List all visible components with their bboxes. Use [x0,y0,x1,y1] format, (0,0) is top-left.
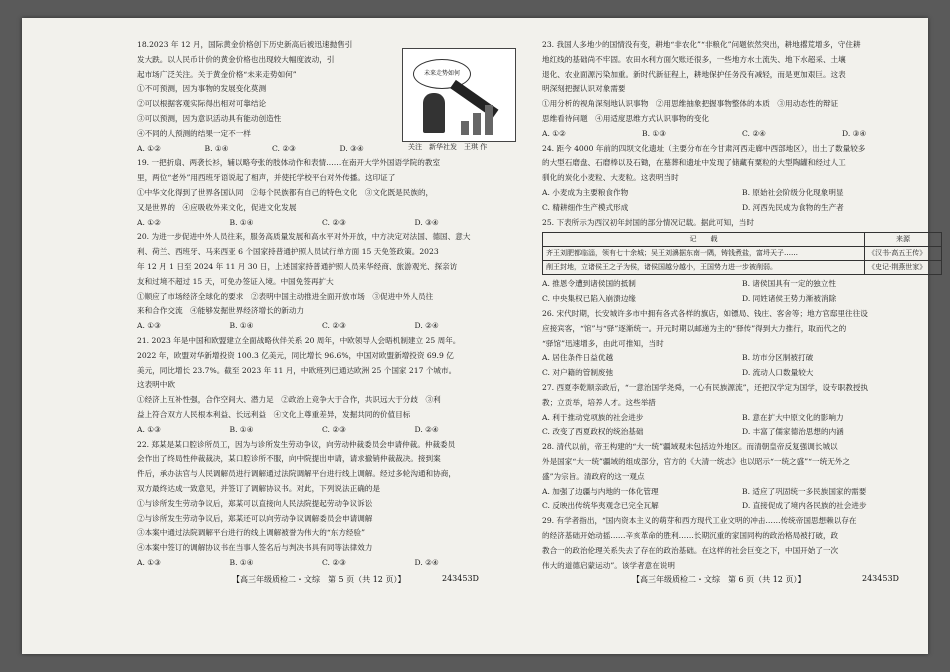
q23-item: ①用分析的视角深刻地认识事物 ②用思维抽象把握事物整体的本质 ③用动态性的辩证 [542,99,839,109]
q22-line: 22. 郑某是某口腔诊所员工，因为与诊所发生劳动争议，向劳动仲裁委员会申请仲裁。仲裁委员 [137,439,456,449]
option-b: B. ①④ [229,321,254,331]
q22-item: ①与诊所发生劳动争议后，郑某可以直接向人民法院提起劳动争议诉讼 [137,498,373,508]
option-d: D. ②④ [414,557,439,567]
option-a: A. ①② [542,128,566,138]
q22-options [137,556,507,571]
option-d: D. 流动人口数量较大 [742,368,814,378]
option-c: C. ②④ [742,128,766,138]
footer-right: 【高三年级质检二・文综 第 6 页（共 12 页）】 [632,575,806,584]
q18-item: ②可以根据客观实际得出相对可靠结论 [137,99,267,109]
q26-line: 应接宾客，“馆”与“驿”逐渐统一。开元时期以邮递为主的“驿传”得到大力推行，取而代之的 [542,323,847,333]
q27-line: 教；立贡举，培养人才。这些举措 [542,397,656,407]
q20-options [137,319,507,334]
q24-line: 驯化的炭化小麦粒、大麦粒。这表明当时 [542,173,679,183]
option-d: D. 河西先民成为食物的生产者 [742,202,844,212]
option-d: D. 丰富了儒家德治思想的内涵 [742,427,844,437]
q20-item: ①顺应了市场经济全球化的要求 ②表明中国主动推进全面开放市场 ③促进中外人员往 [137,291,434,301]
question-21 [137,334,507,438]
table-header: 记 载 [543,233,865,247]
footer-left-code: 243453D [442,574,479,583]
q22-line: 双方最终达成一致意见，并签订了调解协议书。对此，下列说法正确的是 [137,483,380,493]
question-19 [137,156,507,230]
option-d: D. ②④ [414,424,439,434]
table-cell: 齐王刘肥都临淄，领有七十余城；吴王刘濞据东南一隅，铸钱煮盐，富埒天子…… [543,247,865,261]
record-table [542,232,942,275]
q20-line: 利、荷兰、西班牙、马来西亚 6 个国家持普通护照人员试行单方面 15 天免签政策。2023 [137,247,439,257]
option-c: C. 对户籍的管制废弛 [542,368,614,378]
table-cell: 《汉书·高五王传》 [865,247,942,261]
q21-line: 这表明中欧 [137,380,175,390]
table-cell: 削王封地，立诸侯王之子为侯，诸侯国越分越小，王国势力进一步被削弱。 [543,261,865,275]
q28-line: 28. 清代以前，帝王构建的“大一统”疆域观未包括边外地区。而清朝皇帝反复强调长城以 [542,442,838,452]
q29-line: 的经济基础开始动摇……辛亥革命的胜利……长期沉重的家国同构的政治格局被打破，政 [542,530,839,540]
question-20 [137,230,507,334]
q23-line: 明深刻把握认识对象需要 [542,84,626,94]
q18-item: ①不可预测，因为事物的发展变化莫测 [137,84,267,94]
option-c: C. 中央集权已陷入崩溃边缘 [542,294,636,304]
q18-options [137,142,407,157]
q21-line: 美元，同比增长 23.7%。截至 2023 年 11 月，中欧班列已通达欧洲 25 个国家 217 个城市。 [137,365,457,375]
gold-bars [461,99,501,135]
option-b: B. ①④ [229,424,254,434]
q21-options [137,423,507,438]
q28-line: 外是国家“大一统”疆域的组成部分，官方的《大清一统志》也以昭示“一统之盛”“一统无外之 [542,456,850,466]
question-26 [542,307,942,381]
q24-line: 24. 距今 4000 年前的四坝文化遗址（主要分布在今甘肃河西走廊中西部地区），出土了数量较多 [542,143,866,153]
option-a: A. ①③ [137,557,161,567]
option-b: B. 意在扩大中原文化的影响力 [742,412,844,422]
question-27 [542,381,942,440]
right-column [542,38,942,573]
option-a: A. ①② [137,217,161,227]
q18-line: 发大跌。以人民币计价的黄金价格也出现较大幅度波动，引 [137,54,335,64]
q22-item: ③本案中通过法院调解平台进行的线上调解被誉为伟大的“东方经验” [137,528,365,538]
question-28 [542,440,942,514]
q21-item: ①经济上互补性强，合作空间大、潜力足 ②政治上竞争大于合作，共识远大于分歧 ③利 [137,395,441,405]
question-23 [542,38,942,142]
footer-left: 【高三年级质检二・文综 第 5 页（共 12 页）】 [232,575,406,584]
q18-line: 起市场广泛关注。关于黄金价格“未来走势如何” [137,69,297,79]
option-a: A. 利于推动党项族的社会进步 [542,412,644,422]
option-a: A. 小麦成为主要粮食作物 [542,187,629,197]
q22-line: 件后，承办法官与人民调解员进行调解通过法院调解平台进行线上调解。经过多轮沟通和协商， [137,469,456,479]
option-c: C. ②③ [322,321,346,331]
table-header: 来源 [865,233,942,247]
q26-line: 26. 宋代时期，长安城许多市中拥有各式各样的旗店，如镖局、钱庄、客舍等；地方官邸里往往设 [542,308,868,318]
q27-options [542,411,942,441]
option-b: B. 原始社会阶级分化现象明显 [742,187,844,197]
table-row [543,261,942,275]
option-b: B. 诸侯国具有一定的独立性 [742,279,836,289]
q21-line: 2022 年，欧盟对华新增投资 100.3 亿美元，同比增长 96.6%，中国对欧盟新增投资 69.9 亿 [137,350,454,360]
q19-options [137,216,507,231]
q18-line: 18.2023 年 12 月，国际黄金价格创下历史新高后被迅速抛售引 [137,40,353,49]
question-22 [137,438,507,571]
q20-line: 年 12 月 1 日至 2024 年 11 月 30 日，上述国家持普通护照人员来华经商、旅游观光、探亲访 [137,261,458,271]
q29-line: 教合一的政治伦理关系失去了存在的政治基础。在这样的社会巨变之下，中国开始了一次 [542,545,839,555]
option-a: A. 居住条件日益优越 [542,353,614,363]
option-b: B. 适应了巩固统一多民族国家的需要 [742,486,867,496]
option-b: B. 坊市分区制被打破 [742,353,814,363]
option-d: D. ②④ [414,321,439,331]
option-c: C. 改变了西夏政权的统治基础 [542,427,644,437]
option-a: A. 推恩令遭到诸侯国的抵制 [542,279,636,289]
option-c: C. ②③ [322,557,346,567]
q23-options [542,127,942,142]
option-d: D. ③④ [339,143,364,153]
option-b: B. ①④ [204,143,229,153]
q28-line: 盛”为宗旨。清政府的这一观点 [542,471,645,481]
q20-item: 来和合作交流 ④能够发掘世界经济增长的新动力 [137,306,305,316]
option-a: A. ①② [137,143,161,153]
question-24 [542,142,942,216]
option-d: D. 直接促成了境内各民族的社会进步 [742,501,867,511]
q29-line: 伟大的道德启蒙运动”。该学者意在说明 [542,560,675,570]
option-d: D. ③④ [414,217,439,227]
footer-right-code: 243453D [862,574,899,583]
question-25 [542,216,942,307]
q22-item: ④本案中签订的调解协议书在当事人签名后与判决书具有同等法律效力 [137,543,373,553]
cartoon-caption: 关注 新华社发 王琪 作 [408,143,488,151]
q25-options [542,277,942,307]
q28-options [542,485,942,515]
person-figure [423,93,445,133]
option-c: C. ②③ [322,217,346,227]
option-b: B. ①④ [229,217,254,227]
option-d: D. 同姓诸侯王势力渐被消除 [742,294,837,304]
q19-item: ①中华文化得到了世界各国认同 ②每个民族都有自己的特色文化 ③文化既是民族的， [137,187,434,197]
q22-line: 会作出了终局性仲裁裁决，某口腔诊所不服，向中院提出申请，请求撤销仲裁裁决。接到案 [137,454,441,464]
option-b: B. ①④ [229,557,254,567]
option-c: C. ②③ [322,424,346,434]
q18-item: ④不同的人预测的结果一定不一样 [137,128,251,138]
q19-line: 19. 一把折扇、两袭长衫，辅以略夸张的肢体动作和表情……在南开大学外国语学院的教室 [137,158,441,168]
option-b: B. ①③ [642,128,667,138]
q23-line: 退化、农业面源污染加重。新时代新征程上，耕地保护任务没有减轻，而是更加艰巨。这表 [542,69,846,79]
q19-line: 里，两位“老外”用西班牙语说起了相声，并使托学校平台对外传播。这印证了 [137,173,396,183]
q19-item: 又是世界的 ④应吸收外来文化，促进文化发展 [137,202,297,212]
option-c: C. 反映出传统华夷观念已完全瓦解 [542,501,659,511]
option-a: A. ①③ [137,424,161,434]
q26-options [542,351,942,381]
q23-item: 思维看待问题 ④用适度思维方式认识事物的变化 [542,113,710,123]
q20-line: 20. 为进一步促进中外人员往来，服务高质量发展和高水平对外开放，中方决定对法国、德国、意大 [137,232,471,242]
option-c: C. ②③ [272,143,296,153]
exam-sheet [22,18,928,654]
table-row [543,247,942,261]
option-c: C. 精耕细作生产模式形成 [542,202,629,212]
q22-item: ②与诊所发生劳动争议后，郑某还可以向劳动争议调解委员会申请调解 [137,513,373,523]
q29-line: 29. 有学者指出，“国内资本主义的萌芽和西方现代工业文明的冲击……传统帝国思想赖以存在 [542,516,857,526]
q24-options [542,186,942,216]
cartoon-illustration [402,48,516,142]
speech-bubble: 未来走势如何 [413,59,471,89]
q27-line: 27. 西夏李乾顺亲政后，“一意治国学尧舜，一心有民族源流”，还把汉学定为国学，设专职教授执 [542,382,868,392]
q21-item: 益上符合双方人民根本利益、长远利益 ④文化上尊重差异，发掘共同的价值目标 [137,409,411,419]
option-a: A. 加强了边疆与内地的一体化管理 [542,486,659,496]
option-d: D. ③④ [842,128,867,138]
q20-line: 友和过境不超过 15 天，可免办签证入境。中国免签再扩大 [137,276,334,286]
q23-line: 23. 我国人多地少的国情没有变，耕地“非农化”“非粮化”问题依然突出，耕地撂荒增多，守住耕 [542,40,861,49]
q21-line: 21. 2023 年是中国和欧盟建立全面战略伙伴关系 20 周年，中欧领导人会晤机制建立 25 周年。 [137,335,461,345]
q18-item: ③可以预测，因为意识活动具有能动创造性 [137,113,282,123]
q23-line: 地红线的基础尚不牢固。农田水利方面欠账还很多，一些地方水土流失、地下水超采、土壤 [542,54,846,64]
table-cell: 《史记·荆燕世家》 [865,261,942,275]
q24-line: 的大型石磨盘、石磨棒以及石锄，在墓葬和遗址中发现了储藏有粟粒的大型陶罐和经过人工 [542,158,846,168]
q25-line: 25. 下表所示为西汉初年封国的部分情况记载。据此可知，当时 [542,217,754,227]
question-29 [542,514,942,573]
option-a: A. ①③ [137,321,161,331]
q26-line: “驿馆”迅速增多，由此可推知，当时 [542,338,664,348]
